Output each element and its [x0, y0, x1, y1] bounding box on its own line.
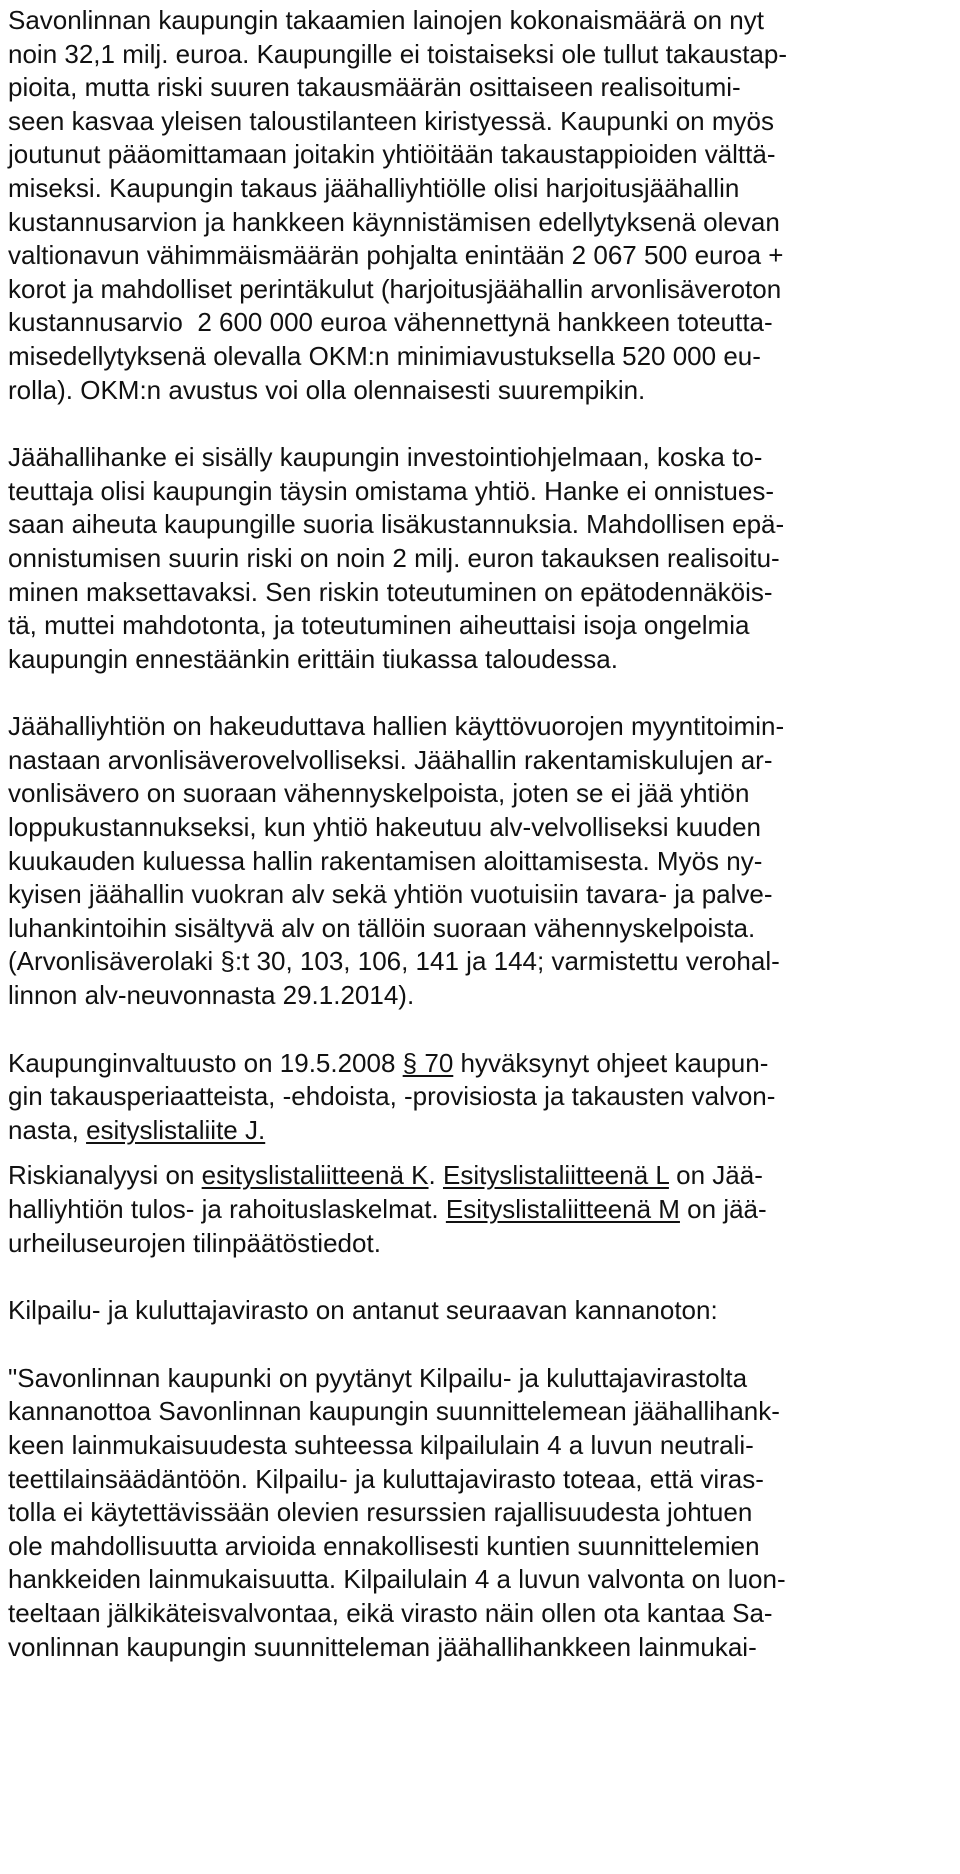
paragraph-vat [8, 710, 953, 1012]
text-line: kyisen jäähallin vuokran alv sekä yhtiön vuotuisiin tavara- ja palve- [8, 879, 773, 910]
text-line: kustannusarvio 2 600 000 euroa vähennettynä hankkeen toteutta- [8, 307, 773, 338]
text-line: urheiluseurojen tilinpäätöstiedot. [8, 1227, 381, 1258]
text-fragment: Kaupunginvaltuusto on 19.5.2008 [8, 1047, 403, 1078]
text-line: kuukauden kuluessa hallin rakentamisen aloittamisesta. Myös ny- [8, 845, 763, 876]
text-fragment: hyväksynyt ohjeet kaupun- [453, 1047, 769, 1078]
paragraph-attachments [8, 1159, 953, 1260]
text-line: tä, muttei mahdotonta, ja toteutuminen aiheuttaisi isoja ongelmia [8, 610, 750, 641]
text-line: teettilainsäädäntöön. Kilpailu- ja kuluttajavirasto toteaa, että viras- [8, 1463, 764, 1494]
text-line [8, 1114, 953, 1148]
text-line: pioita, mutta riski suuren takausmäärän osittaiseen realisoitumi- [8, 72, 741, 103]
text-line: gin takausperiaatteista, -ehdoista, -provisiosta ja takausten valvon- [8, 1081, 776, 1112]
text-line: joutunut pääomittamaan joitakin yhtiöitään takaustappioiden välttä- [8, 139, 776, 170]
text-line: teuttaja olisi kaupungin täysin omistama yhtiö. Hanke ei onnistues- [8, 475, 774, 506]
section-link[interactable]: § 70 [402, 1047, 454, 1078]
text-line: noin 32,1 milj. euroa. Kaupungille ei toistaiseksi ole tullut takaustap- [8, 38, 788, 69]
paragraph-kkv-intro [8, 1294, 953, 1328]
text-line: luhankintoihin sisältyvä alv on tällöin suoraan vähennyskelpoista. [8, 912, 756, 943]
text-fragment: halliyhtiön tulos- ja rahoituslaskelmat. [8, 1194, 446, 1224]
text-line: "Savonlinnan kaupunki on pyytänyt Kilpailu- ja kuluttajavirastolta [8, 1362, 748, 1393]
paragraph-gap [8, 1328, 953, 1362]
text-line [8, 1159, 953, 1193]
text-line: keen lainmukaisuudesta suhteessa kilpailulain 4 a luvun neutrali- [8, 1429, 754, 1460]
text-fragment: Riskianalyysi on [8, 1160, 202, 1191]
text-line: teeltaan jälkikäteisvalvontaa, eikä virasto näin ollen ota kantaa Sa- [8, 1597, 773, 1628]
text-line: saan aiheuta kaupungille suoria lisäkustannuksia. Mahdollisen epä- [8, 509, 785, 540]
attachment-link-j[interactable]: esityslistaliite J. [86, 1114, 266, 1145]
text-fragment: on Jää- [668, 1160, 763, 1191]
text-fragment: . [428, 1160, 443, 1191]
text-line: tolla ei käytettävissään olevien resurssien rajallisuudesta johtuen [8, 1497, 753, 1528]
text-line: rolla). OKM:n avustus voi olla olennaisesti suurempikin. [8, 374, 646, 405]
text-line: Kilpailu- ja kuluttajavirasto on antanut seuraavan kannanoton: [8, 1295, 718, 1326]
text-line: seen kasvaa yleisen taloustilanteen kiristyessä. Kaupunki on myös [8, 105, 774, 136]
text-line: ole mahdollisuutta arvioida ennakollisesti kuntien suunnittelemien [8, 1530, 760, 1561]
paragraph-council-decision [8, 1047, 953, 1148]
paragraph-kkv-quote [8, 1362, 953, 1664]
paragraph-gap [8, 407, 953, 441]
text-line: minen maksettavaksi. Sen riskin toteutuminen on epätodennäköis- [8, 576, 773, 607]
text-line: misedellytyksenä olevalla OKM:n minimiavustuksella 520 000 eu- [8, 340, 761, 371]
paragraph-gap [8, 1260, 953, 1294]
text-line: korot ja mahdolliset perintäkulut (harjoitusjäähallin arvonlisäveroton [8, 273, 782, 304]
attachment-link-k[interactable]: esityslistaliitteenä K [201, 1160, 429, 1191]
text-line: linnon alv-neuvonnasta 29.1.2014). [8, 980, 415, 1011]
text-line: onnistumisen suurin riski on noin 2 milj. euron takauksen realisoitu- [8, 542, 780, 573]
text-line: vonlisävero on suoraan vähennyskelpoista, joten se ei jää yhtiön [8, 778, 750, 809]
paragraph-investment-program [8, 441, 953, 676]
text-line: kustannusarvion ja hankkeen käynnistämisen edellytyksenä olevan [8, 206, 780, 237]
text-line: Jäähallihanke ei sisälly kaupungin investointiohjelmaan, koska to- [8, 442, 763, 473]
paragraph-guarantees [8, 4, 953, 407]
paragraph-gap [8, 1147, 953, 1159]
text-line: kaupungin ennestäänkin erittäin tiukassa taloudessa. [8, 643, 618, 674]
attachment-link-m[interactable]: Esityslistaliitteenä M [445, 1194, 680, 1224]
text-fragment: on jää- [679, 1194, 767, 1224]
text-line: miseksi. Kaupungin takaus jäähalliyhtiölle olisi harjoitusjäähallin [8, 172, 740, 203]
text-line: Jäähalliyhtiön on hakeuduttava hallien käyttövuorojen myyntitoimin- [8, 711, 785, 742]
text-line: nastaan arvonlisäverovelvolliseksi. Jäähallin rakentamiskulujen ar- [8, 744, 773, 775]
paragraph-gap [8, 676, 953, 710]
text-line: kannanottoa Savonlinnan kaupungin suunnittelemean jäähallihank- [8, 1396, 780, 1427]
text-line [8, 1047, 953, 1081]
text-line: loppukustannukseksi, kun yhtiö hakeutuu alv-velvolliseksi kuuden [8, 812, 761, 843]
text-line: vonlinnan kaupungin suunnitteleman jäähallihankkeen lainmukai- [8, 1631, 757, 1662]
attachment-link-l[interactable]: Esityslistaliitteenä L [442, 1160, 669, 1191]
text-line [8, 1193, 953, 1227]
text-line: Savonlinnan kaupungin takaamien lainojen kokonaismäärä on nyt [8, 5, 764, 35]
paragraph-gap [8, 1013, 953, 1047]
document-body [8, 4, 953, 1664]
text-line: hankkeiden lainmukaisuutta. Kilpailulain 4 a luvun valvonta on luon- [8, 1564, 786, 1595]
text-fragment: nasta, [8, 1114, 87, 1145]
text-line: valtionavun vähimmäismäärän pohjalta enintään 2 067 500 euroa + [8, 240, 784, 271]
text-line: (Arvonlisäverolaki §:t 30, 103, 106, 141 ja 144; varmistettu verohal- [8, 946, 780, 977]
